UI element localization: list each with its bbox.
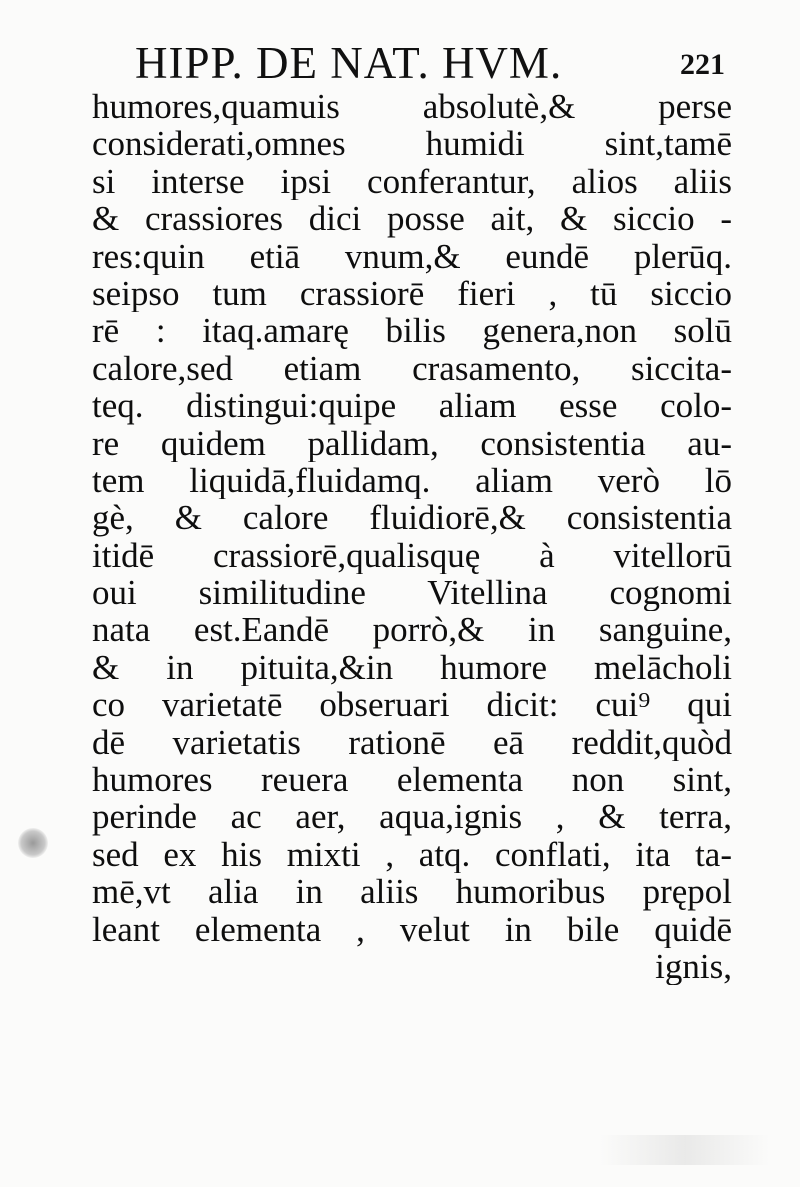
bleed-through-mark — [600, 1135, 770, 1165]
text-line: leant elementa , velut in bile quidē — [92, 910, 732, 948]
text-line: humores reuera elementa non sint, — [92, 761, 732, 799]
text-line: co varietatē obseruari dicit: cui⁹ qui — [92, 686, 732, 724]
text-line: dē varietatis rationē eā reddit,quòd — [92, 723, 732, 762]
text-line: considerati,omnes humidi sint,tamē — [92, 125, 732, 163]
text-line: teq. distingui:quipe aliam esse colo- — [92, 387, 732, 425]
text-line: gè, & calore fluidiorē,& consistentia — [92, 499, 732, 537]
body-text — [92, 88, 742, 985]
text-line: si interse ipsi conferantur, alios aliis — [92, 162, 732, 201]
page-number: 221 — [680, 48, 725, 81]
text-line: res:quin etiā vnum,& eundē plerūq. — [92, 237, 732, 275]
text-line: nata est.Eandē porrò,& in sanguine, — [92, 611, 732, 649]
page-header — [135, 36, 725, 90]
text-line: seipso tum crassiorē fieri , tū siccio — [92, 274, 732, 313]
text-line: tem liquidā,fluidamq. aliam verò lō — [92, 461, 732, 500]
text-line: & crassiores dici posse ait, & siccio - — [92, 200, 732, 238]
text-line: perinde ac aer, aqua,ignis , & terra, — [92, 798, 732, 836]
ink-blot — [18, 828, 48, 858]
text-line: mē,vt alia in aliis humoribus prępol — [92, 873, 732, 911]
text-line: humores,quamuis absolutè,& perse — [92, 88, 732, 126]
text-line: sed ex his mixti , atq. conflati, ita ta- — [92, 835, 732, 874]
running-head: HIPP. DE NAT. HVM. — [135, 38, 563, 88]
catchword: ignis, — [655, 947, 732, 986]
text-line: & in pituita,&in humore melācholi — [92, 648, 732, 687]
text-line: itidē crassiorē,qualisquę à vitellorū — [92, 536, 732, 575]
text-line: oui similitudine Vitellina cognomi — [92, 574, 732, 612]
text-line: re quidem pallidam, consistentia au- — [92, 424, 732, 462]
text-line: calore,sed etiam crasamento, siccita- — [92, 349, 732, 388]
text-line: rē : itaq.amarę bilis genera,non solū — [92, 312, 732, 350]
